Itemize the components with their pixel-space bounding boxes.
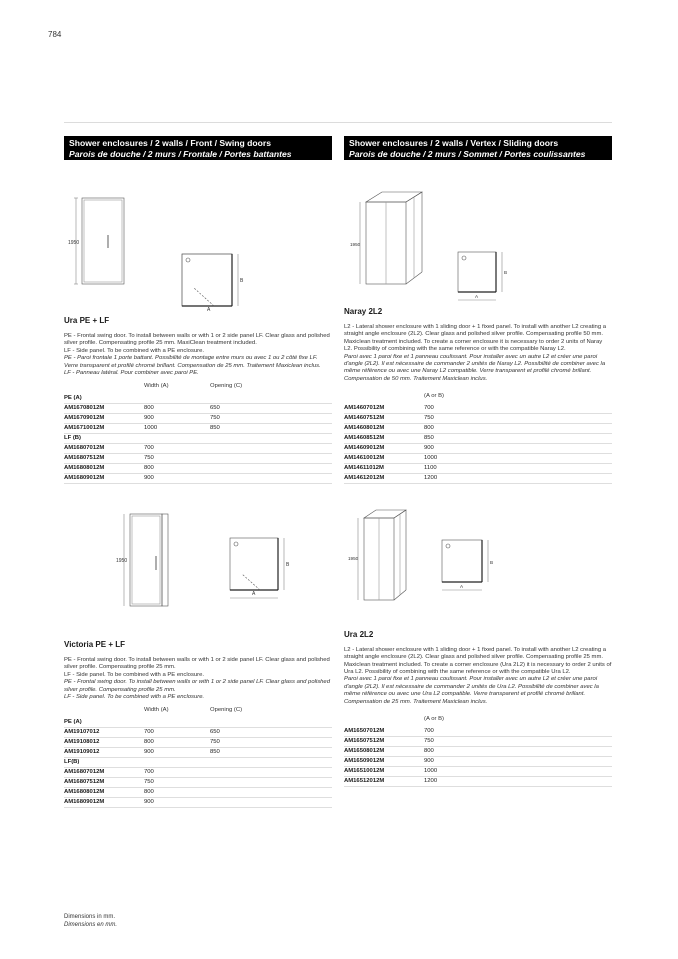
banner-title-en: Shower enclosures / 2 walls / Vertex / Sliding doors	[349, 138, 559, 148]
size-value: 900	[424, 443, 612, 453]
width-value: 800	[144, 787, 210, 797]
table-row	[344, 433, 612, 443]
section-banner-swing-doors	[64, 136, 332, 160]
opening-value: 850	[210, 423, 332, 433]
table-row	[344, 756, 612, 766]
table-row	[344, 766, 612, 776]
width-value: 800	[144, 737, 210, 747]
product-code: AM16710012M	[64, 423, 144, 433]
height-dimension-label: 1950	[116, 557, 128, 564]
opening-value: 650	[210, 403, 332, 413]
product-code: AM14609012M	[344, 443, 424, 453]
table-row	[344, 473, 612, 483]
product-table	[64, 381, 332, 484]
table-header	[64, 705, 144, 717]
product-code: AM16808012M	[64, 787, 144, 797]
table-row	[64, 423, 332, 433]
product-code: AM14607012M	[344, 403, 424, 413]
size-value: 700	[424, 403, 612, 413]
description-line: LF - Side panel. To be combined with a PE enclosure.	[64, 693, 205, 700]
table-row	[64, 443, 332, 453]
banner-title-fr: Parois de douche / 2 murs / Sommet / Portes coulissantes	[349, 149, 586, 159]
size-value: 800	[424, 746, 612, 756]
product-code: AM16509012M	[344, 756, 424, 766]
product-code: AM14608512M	[344, 433, 424, 443]
width-dimension-label: A	[475, 294, 479, 299]
table-header	[344, 391, 424, 403]
opening-value: 650	[210, 727, 332, 737]
technical-drawing	[64, 160, 332, 312]
table-header-row	[344, 391, 612, 403]
table-header-row	[64, 705, 332, 717]
description-line: L2 - Lateral shower enclosure with 1 sliding door + 1 fixed panel. To install with another L2 creating a straight angle enclosure (2L2). Clear glass and polished silver profile. Compensating profile 50 mm. Maxiclean treatment included. To create a corner enclosure it is necessary to order 2 units of Naray L2. Possibility of combining with the same reference or with the compatible Naray L2.	[344, 324, 607, 353]
top-divider	[64, 122, 612, 123]
product-code: AM16510012M	[344, 766, 424, 776]
description-line: PE - Paroi frontale 1 porte battant. Possibilité de montage entre murs ou avec 1 ou 2 côté fixe LF. Verre transparent et profilé chromé brillant. Compensation de 25 mm. Traitement Maxiclean inclus.	[64, 355, 321, 369]
size-value: 850	[424, 433, 612, 443]
table-row	[64, 767, 332, 777]
table-header	[64, 381, 144, 393]
product-code: AM14610012M	[344, 453, 424, 463]
product-title: Victoria PE + LF	[64, 639, 125, 649]
product-code: AM16809012M	[64, 797, 144, 807]
width-dimension-label: A	[252, 590, 256, 597]
table-header-row	[344, 714, 612, 726]
table-group-row	[64, 433, 332, 443]
product-ura-pe-lf	[64, 316, 332, 484]
description-line: Paroi avec 1 paroi fixe et 1 panneau coulissant. Pour installer avec un autre L2 et créer une paroi d'angle (2L2). Il est nécessaire de commander 2 unités de Ura L2. Possibilité de combiner avec la même référence ou avec une Ura L2 compatible. Verre transparent et profilé chromé brillant. Compensation de 25 mm. Traitement Maxiclean inclus.	[344, 676, 599, 705]
table-row	[344, 746, 612, 756]
description-line: PE - Frontal swing door. To install between walls or with 1 or 2 side panel LF. Clear glass and polished silver profile. Compensating profile 25 mm. MaxiClean treatment included.	[64, 333, 330, 347]
description-line: LF - Side panel. To be combined with a PE enclosure.	[64, 347, 205, 354]
product-description	[64, 657, 332, 701]
group-label: PE (A)	[64, 393, 332, 403]
product-code: AM16807012M	[64, 767, 144, 777]
description-line: L2 - Lateral shower enclosure with 1 sliding door + 1 fixed panel. To install with another L2 creating a straight angle enclosure (2L2). Clear glass and polished silver profile. Compensating profile 25 mm. Maxiclean treatment included. To create a corner enclosure (Ura 2L2) it is necessary to order 2 units of Ura L2. Possibility of combining with the same reference or with the compatible Ura L2.	[344, 646, 612, 675]
product-ura-2l2	[344, 630, 612, 787]
product-description	[344, 647, 612, 706]
table-row	[64, 413, 332, 423]
product-code: AM16807012M	[64, 443, 144, 453]
table-header: Opening (C)	[210, 383, 243, 390]
product-description	[64, 333, 332, 377]
table-row	[64, 403, 332, 413]
opening-value: 750	[210, 737, 332, 747]
table-group-row	[64, 757, 332, 767]
opening-value	[210, 797, 332, 807]
opening-value: 850	[210, 747, 332, 757]
description-line: Paroi avec 1 paroi fixe et 1 panneau coulissant. Pour installer avec un autre L2 et créer une paroi d'angle (2L2). Il est nécessaire de commander 2 unités de Naray L2. Possibilité de combiner avec la même référence ou avec une Naray L2 compatible. Verre transparent et profilé chromé brillant. Compensation de 50 mm. Traitement Maxiclean inclus.	[344, 353, 606, 382]
product-code: AM16809012M	[64, 473, 144, 483]
product-code: AM19108012	[64, 737, 144, 747]
technical-drawing	[64, 498, 332, 636]
table-row	[344, 413, 612, 423]
opening-value	[210, 787, 332, 797]
table-row	[344, 403, 612, 413]
product-code: AM16507512M	[344, 736, 424, 746]
height-dimension-label: 1950	[68, 240, 80, 246]
width-value: 900	[144, 797, 210, 807]
product-naray-2l2	[344, 307, 612, 484]
description-line: PE - Frontal swing door. To install between walls or with 1 or 2 side panel LF. Clear glass and polished silver profile. Compensating profile 25 mm.	[64, 656, 330, 671]
size-value: 1000	[424, 453, 612, 463]
group-label: PE (A)	[64, 717, 332, 727]
table-row	[64, 777, 332, 787]
height-dimension-label: 1950	[348, 555, 359, 561]
table-header: Opening (C)	[210, 707, 243, 714]
opening-value	[210, 767, 332, 777]
product-drawing-victoria-pe-lf	[64, 498, 332, 636]
product-code: AM16708012M	[64, 403, 144, 413]
table-row	[344, 776, 612, 786]
width-value: 750	[144, 777, 210, 787]
opening-value	[210, 443, 332, 453]
footer-note	[64, 914, 117, 929]
footer-note-fr: Dimensions en mm.	[64, 921, 118, 928]
width-value: 700	[144, 727, 210, 737]
product-description	[344, 324, 612, 383]
table-header: (A or B)	[424, 716, 444, 722]
product-code: AM16709012M	[64, 413, 144, 423]
depth-dimension-label: B	[504, 270, 508, 275]
banner-title-fr: Parois de douche / 2 murs / Frontale / Portes battantes	[69, 149, 292, 159]
product-drawing-ura-2l2	[344, 502, 612, 626]
width-dimension-label: A	[460, 583, 464, 589]
product-code: AM16507012M	[344, 726, 424, 736]
opening-value: 750	[210, 413, 332, 423]
table-row	[64, 453, 332, 463]
opening-value	[210, 453, 332, 463]
width-value: 700	[144, 767, 210, 777]
size-value: 900	[424, 756, 612, 766]
width-value: 750	[144, 453, 210, 463]
height-dimension-label: 1950	[350, 242, 361, 247]
opening-value	[210, 473, 332, 483]
description-line: LF - Panneau latéral. Pour combiner avec paroi PE.	[64, 370, 199, 377]
table-row	[64, 473, 332, 483]
table-group-row	[64, 393, 332, 403]
table-row	[64, 747, 332, 757]
size-value: 1200	[424, 473, 612, 483]
product-code: AM16807512M	[64, 453, 144, 463]
table-row	[64, 797, 332, 807]
product-code: AM16807512M	[64, 777, 144, 787]
product-title: Ura 2L2	[344, 629, 374, 639]
product-code: AM14612012M	[344, 473, 424, 483]
product-code: AM14607512M	[344, 413, 424, 423]
product-code: AM19107012	[64, 727, 144, 737]
table-header-row	[64, 381, 332, 393]
table-row	[64, 727, 332, 737]
table-header	[344, 714, 424, 726]
width-value: 800	[144, 463, 210, 473]
opening-value	[210, 777, 332, 787]
product-victoria-pe-lf	[64, 640, 332, 808]
product-drawing-ura-pe-lf	[64, 160, 332, 312]
width-value: 1000	[144, 423, 210, 433]
product-code: AM14611012M	[344, 463, 424, 473]
section-banner-sliding-doors	[344, 136, 612, 160]
product-code: AM16512012M	[344, 776, 424, 786]
product-table	[344, 391, 612, 484]
size-value: 800	[424, 423, 612, 433]
opening-value	[210, 463, 332, 473]
banner-title-en: Shower enclosures / 2 walls / Front / Swing doors	[69, 138, 271, 148]
width-value: 800	[144, 403, 210, 413]
table-group-row	[64, 717, 332, 727]
group-label: LF(B)	[64, 757, 332, 767]
table-header: Width (A)	[144, 383, 169, 390]
product-code: AM14608012M	[344, 423, 424, 433]
product-drawing-naray-2l2	[344, 160, 612, 303]
product-title: Ura PE + LF	[64, 316, 110, 325]
table-row	[344, 736, 612, 746]
footer-note-en: Dimensions in mm.	[64, 914, 116, 920]
table-header: Width (A)	[144, 707, 169, 714]
width-value: 900	[144, 473, 210, 483]
width-value: 900	[144, 413, 210, 423]
table-row	[64, 463, 332, 473]
product-title: Naray 2L2	[344, 307, 383, 316]
size-value: 700	[424, 726, 612, 736]
product-code: AM19109012	[64, 747, 144, 757]
description-line: LF - Side panel. To be combined with a PE enclosure.	[64, 671, 205, 678]
table-row	[344, 453, 612, 463]
width-dimension-label: A	[207, 307, 211, 312]
size-value: 1000	[424, 766, 612, 776]
table-row	[64, 737, 332, 747]
page-number: 784	[48, 30, 62, 39]
table-row	[344, 726, 612, 736]
product-code: AM16508012M	[344, 746, 424, 756]
size-value: 1200	[424, 776, 612, 786]
technical-drawing	[344, 502, 612, 626]
size-value: 750	[424, 736, 612, 746]
depth-dimension-label: B	[490, 559, 494, 565]
product-table	[344, 714, 612, 787]
left-column	[64, 136, 332, 808]
width-value: 700	[144, 443, 210, 453]
product-code: AM16808012M	[64, 463, 144, 473]
table-row	[64, 787, 332, 797]
table-row	[344, 443, 612, 453]
table-header: (A or B)	[424, 393, 444, 400]
right-column	[344, 136, 612, 787]
table-row	[344, 423, 612, 433]
group-label: LF (B)	[64, 433, 332, 443]
description-line: PE - Frontal swing door. To install between walls or with 1 or 2 side panel LF. Clear glass and polished silver profile. Compensating profile 25 mm.	[64, 679, 330, 693]
depth-dimension-label: B	[240, 278, 244, 284]
size-value: 1100	[424, 463, 612, 473]
table-row	[344, 463, 612, 473]
depth-dimension-label: B	[286, 561, 290, 568]
size-value: 750	[424, 413, 612, 423]
product-table	[64, 705, 332, 808]
technical-drawing	[344, 160, 612, 303]
width-value: 900	[144, 747, 210, 757]
